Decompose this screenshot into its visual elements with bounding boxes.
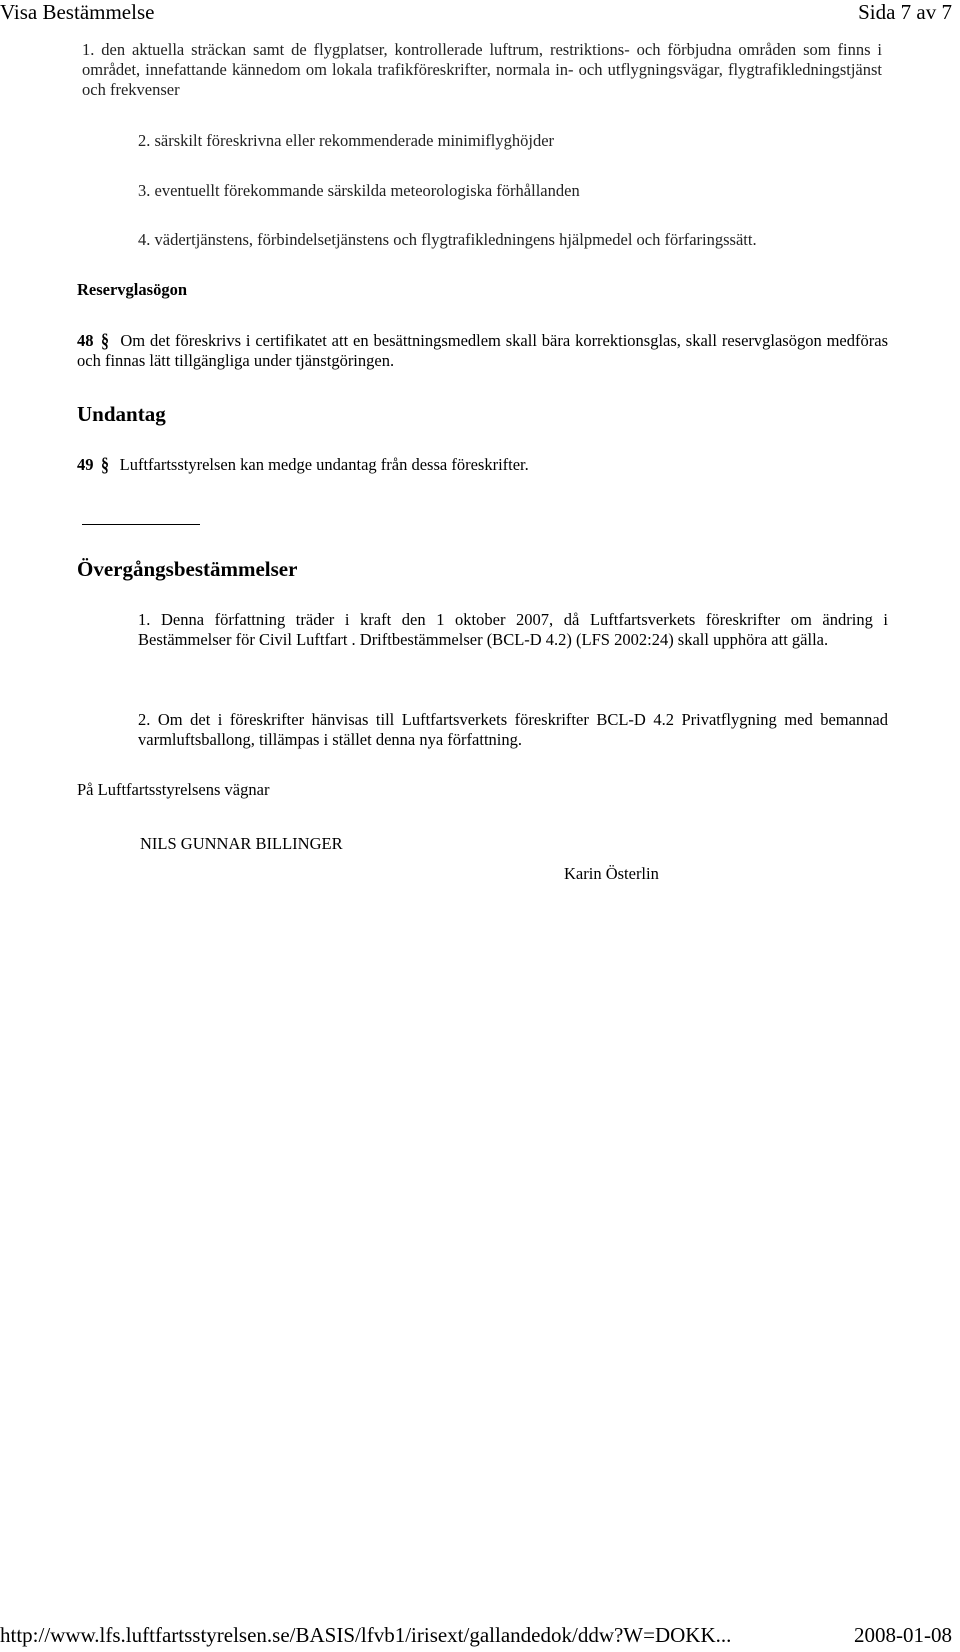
list-item-2: 2. särskilt föreskrivna eller rekommenderade minimiflyghöjder [138,131,555,150]
paragraph-text: Luftfartsstyrelsen kan medge undantag från dessa föreskrifter. [119,455,529,474]
paragraph-sign-icon: § [100,330,109,352]
page-number: Sida 7 av 7 [858,0,952,24]
paragraph-49 [77,455,529,475]
section-heading-overgangsbestammelser: Övergångsbestämmelser [77,557,298,581]
transition-item-2: 2. Om det i föreskrifter hänvisas till Luftfartsverkets föreskrifter BCL-D 4.2 Privatflygning med bemannad varmluftsballong, tillämpas i stället denna nya författning. [138,710,888,749]
on-behalf-text: På Luftfartsstyrelsens vägnar [77,780,270,799]
section-heading-reservglasogon: Reservglasögon [77,280,187,299]
signatory-name-2: Karin Österlin [564,864,659,883]
section-heading-undantag: Undantag [77,402,166,426]
section-divider [82,524,200,525]
list-item-3: 3. eventuellt förekommande särskilda meteorologiska förhållanden [138,181,580,200]
list-item-1: 1. den aktuella sträckan samt de flygplatser, kontrollerade luftrum, restriktions- och förbjudna områden som finns i området, innefattande kännedom om lokala trafikföreskrifter, normala in- och utflygningsvägar, flygtrafikledningstjänst och frekvenser [82,40,882,99]
page-header-title: Visa Bestämmelse [0,0,155,24]
paragraph-text: Om det föreskrivs i certifikatet att en besättningsmedlem skall bära korrektionsglas, skall reservglasögon medföras och finnas lätt tillgängliga under tjänstgöringen. [77,331,888,370]
paragraph-sign-icon: § [100,454,109,476]
paragraph-number: 49 [77,455,94,474]
signatory-name-1: NILS GUNNAR BILLINGER [140,834,343,853]
paragraph-48 [77,331,888,371]
transition-item-1: 1. Denna författning träder i kraft den 1 oktober 2007, då Luftfartsverkets föreskrifter om ändring i Bestämmelser för Civil Luftfart . Driftbestämmelser (BCL-D 4.2) (LFS 2002:24) skall upphöra att gälla. [138,610,888,649]
list-item-4: 4. vädertjänstens, förbindelsetjänstens och flygtrafikledningens hjälpmedel och förfaringssätt. [138,230,757,249]
footer-date: 2008-01-08 [854,1623,952,1647]
paragraph-number: 48 [77,331,94,350]
footer-url: http://www.lfs.luftfartsstyrelsen.se/BASIS/lfvb1/irisext/gallandedok/ddw?W=DOKK... [0,1623,732,1647]
